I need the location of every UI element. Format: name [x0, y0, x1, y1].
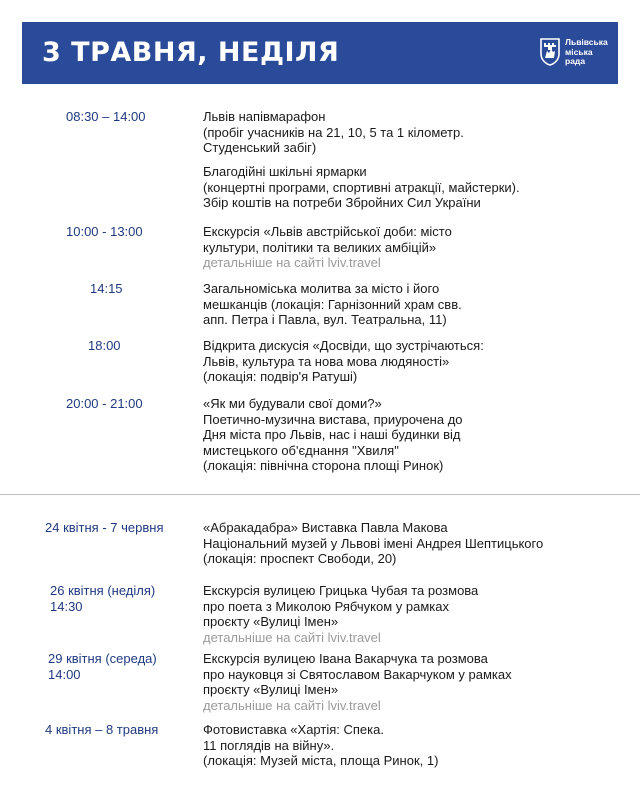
event-description: Екскурсія «Львів австрійської доби: місто культури, політики та великих амбіцій» детальніше на сайті lviv.travel [203, 224, 623, 271]
event-description: Фотовиставка «Хартія: Спека. 11 поглядів на війну». (локація: Музей міста, площа Ринок, 1) [203, 722, 439, 768]
page-header [22, 22, 618, 84]
logo-text: Львівська міська рада [565, 37, 608, 66]
event-time: 20:00 - 21:00 [66, 396, 143, 411]
event-time: 14:15 [90, 281, 123, 296]
event-date: 24 квітня - 7 червня [45, 520, 164, 535]
event-date: 29 квітня (середа) 14:00 [48, 651, 157, 682]
details-link[interactable]: детальніше на сайті lviv.travel [203, 629, 381, 645]
event-description: Відкрита дискусія «Досвіди, що зустрічаються: Львів, культура та нова мова людяності» (локація: подвір'я Ратуші) [203, 338, 484, 384]
event-description: Загальноміська молитва за місто і його мешканців (локація: Гарнізонний храм свв. апп. Петра і Павла, вул. Театральна, 11) [203, 281, 462, 327]
section-divider [0, 494, 640, 495]
event-description: Благодійні шкільні ярмарки (концертні програми, спортивні атракції, майстерки). Збір коштів на потреби Збройних Сил України [203, 164, 520, 210]
event-time: 08:30 – 14:00 [66, 109, 146, 124]
event-date: 26 квітня (неділя) 14:30 [50, 583, 156, 614]
details-link[interactable]: детальніше на сайті lviv.travel [203, 255, 381, 270]
event-description: Екскурсія вулицею Грицька Чубая та розмова про поета з Миколою Рябчуком у рамках проєкту «Вулиці Імен» детальніше на сайті lviv.travel [203, 583, 623, 645]
coat-of-arms-icon [540, 38, 560, 66]
event-time: 10:00 - 13:00 [66, 224, 143, 239]
event-time: 18:00 [88, 338, 121, 353]
details-link[interactable]: детальніше на сайті lviv.travel [203, 697, 381, 713]
lviv-city-council-logo [540, 38, 612, 70]
event-date: 4 квітня – 8 травня [45, 722, 159, 737]
event-description: Екскурсія вулицею Івана Вакарчука та розмова про науковця зі Святославом Вакарчуком у рамках проєкту «Вулиці Імен» детальніше на сайті lviv.travel [203, 651, 623, 713]
event-description: Львів напівмарафон (пробіг учасників на 21, 10, 5 та 1 кілометр. Студенський забіг) [203, 109, 464, 155]
event-description: «Як ми будували свої доми?» Поетично-музична вистава, приурочена до Дня міста про Львів, нас і наші будинки від мистецького об'єднання "Хвиля" (локація: північна сторона площі Ринок) [203, 396, 463, 473]
event-description: «Абракадабра» Виставка Павла Макова Національний музей у Львові імені Андрея Шептицького (локація: проспект Свободи, 20) [203, 520, 544, 566]
page-title: 3 ТРАВНЯ, НЕДІЛЯ [42, 37, 340, 68]
